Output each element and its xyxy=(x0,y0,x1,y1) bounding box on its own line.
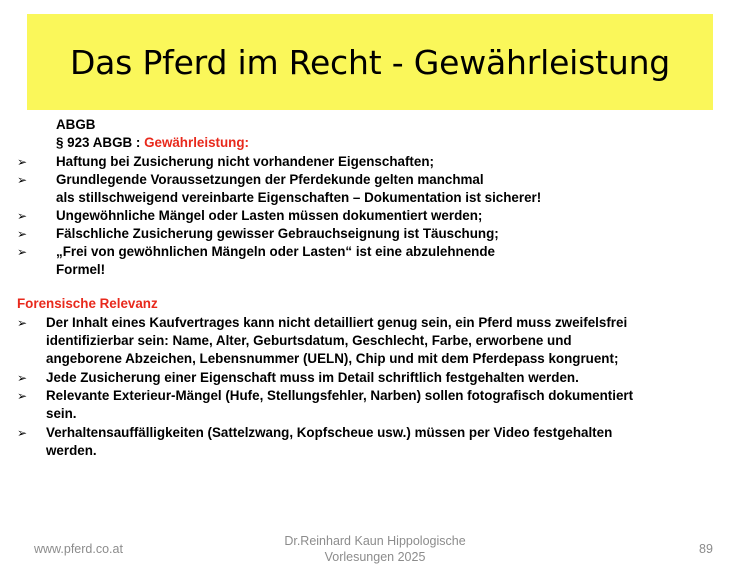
forensic-heading: Forensische Relevanz xyxy=(17,296,158,311)
bullet-icon: ➢ xyxy=(17,227,28,241)
forensic-item-3: Relevante Exterieur-Mängel (Hufe, Stellungsfehler, Narben) sollen fotografisch dokumentiert xyxy=(46,388,634,403)
footer-author-line1: Dr.Reinhard Kaun Hippologische xyxy=(284,534,466,548)
footer-author xyxy=(260,533,490,565)
abgb-item-2-cont: als stillschweigend vereinbarte Eigenschaften – Dokumentation ist sicherer! xyxy=(56,190,542,205)
bullet-icon: ➢ xyxy=(17,426,28,440)
abgb-item-2: Grundlegende Voraussetzungen der Pferdekunde gelten manchmal xyxy=(56,172,484,187)
abgb-item-5-cont: Formel! xyxy=(56,262,106,277)
abgb-item-5: „Frei von gewöhnlichen Mängeln oder Lasten“ ist eine abzulehnende xyxy=(56,244,495,259)
bullet-icon: ➢ xyxy=(17,155,28,169)
footer-page-number: 89 xyxy=(699,542,713,556)
bullet-icon: ➢ xyxy=(17,173,28,187)
forensic-item-2: Jede Zusicherung einer Eigenschaft muss im Detail schriftlich festgehalten werden. xyxy=(46,370,579,385)
bullet-icon: ➢ xyxy=(17,209,28,223)
paragraph-line xyxy=(56,134,249,152)
forensic-item-4: Verhaltensauffälligkeiten (Sattelzwang, Kopfscheue usw.) müssen per Video festgehalten xyxy=(46,425,613,440)
abgb-item-4: Fälschliche Zusicherung gewisser Gebrauchseignung ist Täuschung; xyxy=(56,226,499,241)
bullet-icon: ➢ xyxy=(17,389,28,403)
paragraph-highlight: Gewährleistung: xyxy=(144,135,249,150)
abgb-heading: ABGB xyxy=(56,117,96,132)
forensic-item-1-cont: identifizierbar sein: Name, Alter, Geburtsdatum, Geschlecht, Farbe, erworbene und xyxy=(46,333,572,348)
bullet-icon: ➢ xyxy=(17,316,28,330)
forensic-item-1: Der Inhalt eines Kaufvertrages kann nicht detailliert genug sein, ein Pferd muss zweifelsfrei xyxy=(46,315,628,330)
forensic-item-1-cont2: angeborene Abzeichen, Lebensnummer (UELN), Chip und mit dem Pferdepass kongruent; xyxy=(46,351,619,366)
slide-title: Das Pferd im Recht - Gewährleistung xyxy=(69,43,671,82)
footer-author-line2: Vorlesungen 2025 xyxy=(324,550,426,564)
bullet-icon: ➢ xyxy=(17,245,28,259)
forensic-item-3-cont: sein. xyxy=(46,406,77,421)
abgb-item-1: Haftung bei Zusicherung nicht vorhandener Eigenschaften; xyxy=(56,154,434,169)
abgb-item-3: Ungewöhnliche Mängel oder Lasten müssen dokumentiert werden; xyxy=(56,208,483,223)
paragraph-prefix: § 923 ABGB : xyxy=(56,135,141,150)
footer-website: www.pferd.co.at xyxy=(34,542,123,556)
bullet-icon: ➢ xyxy=(17,371,28,385)
title-banner xyxy=(27,14,713,110)
forensic-item-4-cont: werden. xyxy=(46,443,97,458)
